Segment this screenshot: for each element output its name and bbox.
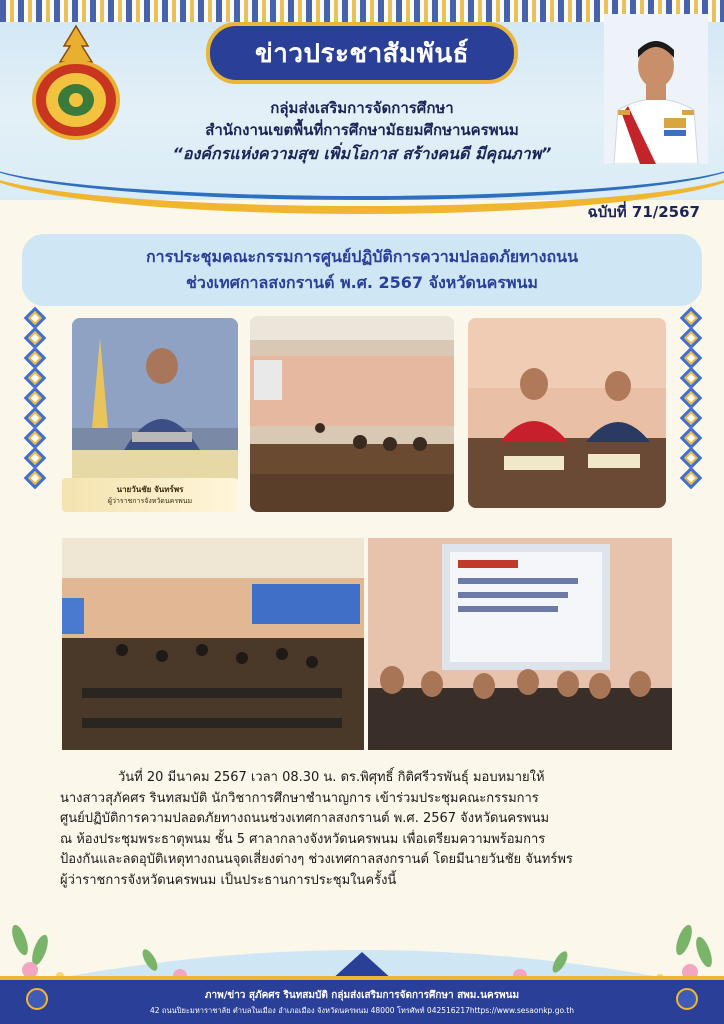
director-portrait bbox=[604, 14, 708, 164]
name-tag-title: ผู้ว่าราชการจังหวัดนครพนม bbox=[107, 497, 193, 505]
photo-presentation-screen bbox=[368, 538, 672, 750]
org-motto: “องค์กรแห่งความสุข เพิ่มโอกาส สร้างคนดี มีคุณภาพ” bbox=[172, 144, 552, 163]
headline-line-2: ช่วงเทศกาลสงกรานต์ พ.ศ. 2567 จังหวัดนครพนม bbox=[186, 273, 538, 292]
footer-bar bbox=[0, 976, 724, 1024]
body-line-1: วันที่ 20 มีนาคม 2567 เวลา 08.30 น. ดร.พิศุทธิ์ กิติศรีวรพันธุ์ มอบหมายให้ bbox=[118, 770, 545, 785]
footer-flowers-decoration bbox=[0, 880, 724, 990]
body-line-2: นางสาวสุภัคศร รินทสมบัติ นักวิชาการศึกษาชำนาญการ เข้าร่วมประชุมคณะกรรมการ bbox=[60, 790, 539, 806]
ornament-diamond-icon bbox=[680, 467, 703, 490]
photo-name-tag bbox=[62, 478, 238, 512]
ornament-diamond-icon bbox=[24, 467, 47, 490]
photo-delegates-seated bbox=[468, 318, 666, 508]
photo-meeting-room-wide bbox=[250, 316, 454, 512]
article-body bbox=[60, 768, 680, 891]
footer-address: 42 ถนนปิยะมหาราชาลัย ตำบลในเมือง อำเภอเมือง จังหวัดนครพนม 48000 โทรศัพท์ 042516217https://www.sesaonkp.go.th bbox=[150, 1005, 574, 1015]
agency-emblem-icon bbox=[30, 22, 122, 140]
name-tag-name: นายวันชัย จันทร์พร bbox=[116, 485, 184, 494]
org-office-name: สำนักงานเขตพื้นที่การศึกษามัธยมศึกษานครพนม bbox=[205, 121, 519, 139]
portrait-caption-graphic bbox=[608, 150, 708, 157]
org-group-name: กลุ่มส่งเสริมการจัดการศึกษา bbox=[270, 99, 454, 117]
body-line-4: ณ ห้องประชุมพระธาตุพนม ชั้น 5 ศาลากลางจังหวัดนครพนม เพื่อเตรียมความพร้อมการ bbox=[60, 831, 546, 847]
left-ornament-strip bbox=[20, 310, 50, 510]
issue-number: ฉบับที่ 71/2567 bbox=[587, 203, 700, 221]
news-banner-title: ข่าวประชาสัมพันธ์ bbox=[206, 22, 518, 84]
footer-ornament-left-icon bbox=[26, 988, 48, 1010]
right-ornament-strip bbox=[676, 310, 706, 510]
footer-ornament-right-icon bbox=[676, 988, 698, 1010]
footer-credit: ภาพ/ข่าว สุภัคศร รินทสมบัติ กลุ่มส่งเสริมการจัดการศึกษา สพม.นครพนม bbox=[204, 989, 520, 1001]
body-line-6: ผู้ว่าราชการจังหวัดนครพนม เป็นประธานการประชุมในครั้งนี้ bbox=[60, 872, 397, 888]
headline-line-1: การประชุมคณะกรรมการศูนย์ปฏิบัติการความปลอดภัยทางถนน bbox=[145, 247, 579, 266]
body-line-3: ศูนย์ปฏิบัติการความปลอดภัยทางถนนช่วงเทศกาลสงกรานต์ พ.ศ. 2567 จังหวัดนครพนม bbox=[60, 811, 550, 826]
headline-box bbox=[22, 234, 702, 306]
body-line-5: ป้องกันและลดอุบัติเหตุทางถนนจุดเสี่ยงต่างๆ ช่วงเทศกาลสงกรานต์ โดยมีนายวันชัย จันทร์พร bbox=[60, 852, 573, 867]
photo-conference-hall bbox=[62, 538, 364, 750]
